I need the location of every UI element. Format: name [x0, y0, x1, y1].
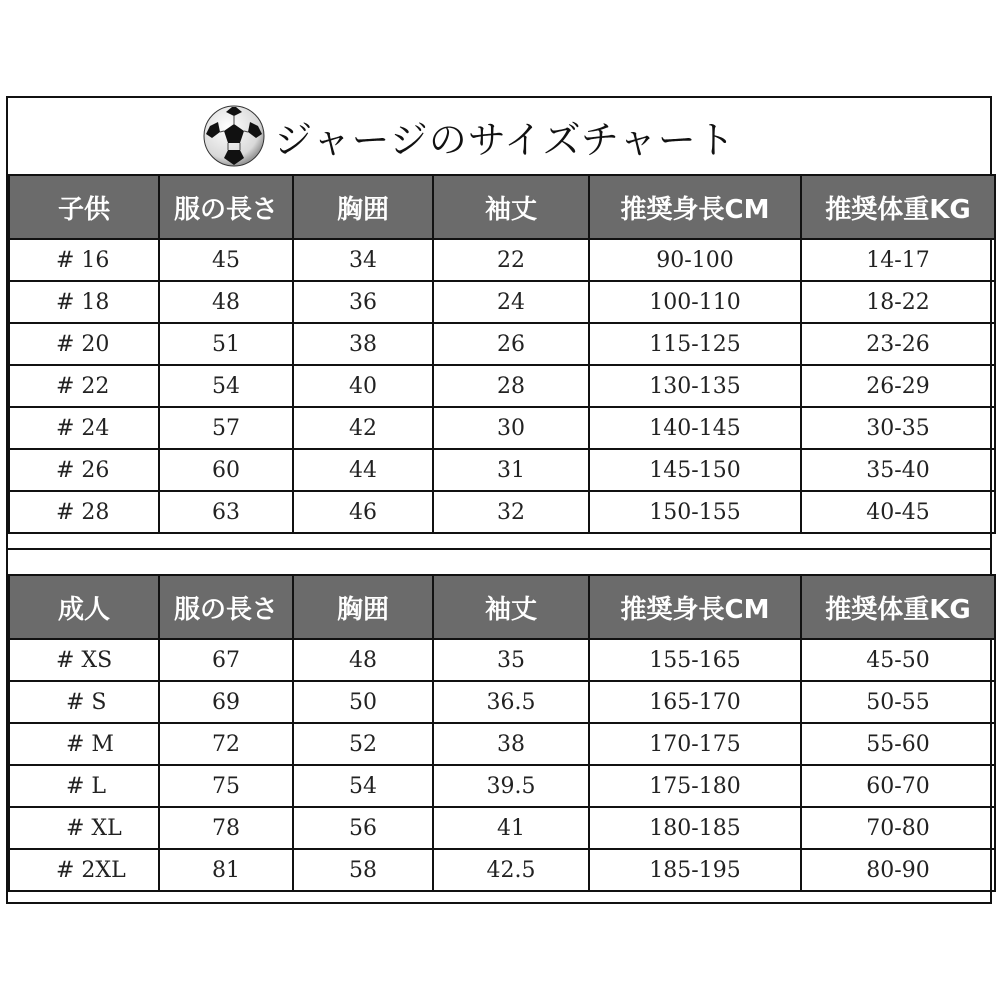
- table-cell: 63: [159, 491, 293, 533]
- size-chart: [6, 96, 992, 904]
- table-cell: 165-170: [589, 681, 801, 723]
- table-row: [9, 639, 995, 681]
- table-row: [9, 407, 995, 449]
- table-cell: 24: [433, 281, 589, 323]
- table-row: [9, 681, 995, 723]
- size-cell: # 26: [9, 449, 159, 491]
- table-cell: 52: [293, 723, 433, 765]
- header-cell: 推奨身長CM: [589, 175, 801, 239]
- soccer-ball-icon: [202, 104, 266, 168]
- table-cell: 185-195: [589, 849, 801, 891]
- table-cell: 38: [293, 323, 433, 365]
- size-cell: # S: [9, 681, 159, 723]
- title-row: [8, 98, 990, 174]
- table-cell: 36: [293, 281, 433, 323]
- table-cell: 42: [293, 407, 433, 449]
- table-row: [9, 281, 995, 323]
- size-cell: # XL: [9, 807, 159, 849]
- table-cell: 40-45: [801, 491, 995, 533]
- header-cell: 推奨身長CM: [589, 575, 801, 639]
- table-cell: 67: [159, 639, 293, 681]
- table-cell: 100-110: [589, 281, 801, 323]
- table-cell: 34: [293, 239, 433, 281]
- header-cell: 推奨体重KG: [801, 575, 995, 639]
- table-cell: 90-100: [589, 239, 801, 281]
- table-cell: 38: [433, 723, 589, 765]
- table-cell: 54: [159, 365, 293, 407]
- table-cell: 32: [433, 491, 589, 533]
- header-cell: 袖丈: [433, 575, 589, 639]
- table-cell: 50-55: [801, 681, 995, 723]
- header-cell: 成人: [9, 575, 159, 639]
- table-cell: 18-22: [801, 281, 995, 323]
- adult-size-table: [8, 574, 996, 892]
- table-cell: 36.5: [433, 681, 589, 723]
- table-cell: 30: [433, 407, 589, 449]
- table-cell: 45-50: [801, 639, 995, 681]
- table-row: [9, 239, 995, 281]
- table-cell: 35-40: [801, 449, 995, 491]
- size-cell: # 16: [9, 239, 159, 281]
- table-cell: 130-135: [589, 365, 801, 407]
- table-cell: 150-155: [589, 491, 801, 533]
- table-cell: 56: [293, 807, 433, 849]
- table-cell: 48: [293, 639, 433, 681]
- table-cell: 41: [433, 807, 589, 849]
- table-cell: 70-80: [801, 807, 995, 849]
- table-cell: 31: [433, 449, 589, 491]
- table-cell: 28: [433, 365, 589, 407]
- size-cell: # 28: [9, 491, 159, 533]
- table-row: [9, 723, 995, 765]
- table-cell: 170-175: [589, 723, 801, 765]
- table-cell: 140-145: [589, 407, 801, 449]
- table-cell: 30-35: [801, 407, 995, 449]
- table-cell: 55-60: [801, 723, 995, 765]
- header-cell: 服の長さ: [159, 175, 293, 239]
- section-divider: [8, 548, 990, 576]
- table-cell: 60-70: [801, 765, 995, 807]
- table-row: [9, 365, 995, 407]
- table-row: [9, 765, 995, 807]
- size-cell: # 20: [9, 323, 159, 365]
- table-cell: 51: [159, 323, 293, 365]
- table-cell: 145-150: [589, 449, 801, 491]
- table-cell: 115-125: [589, 323, 801, 365]
- table-cell: 35: [433, 639, 589, 681]
- table-cell: 23-26: [801, 323, 995, 365]
- header-cell: 袖丈: [433, 175, 589, 239]
- table-cell: 78: [159, 807, 293, 849]
- size-cell: # M: [9, 723, 159, 765]
- table-cell: 50: [293, 681, 433, 723]
- table-cell: 26-29: [801, 365, 995, 407]
- table-cell: 175-180: [589, 765, 801, 807]
- table-cell: 155-165: [589, 639, 801, 681]
- adult-header-row: [9, 575, 995, 639]
- table-cell: 72: [159, 723, 293, 765]
- table-cell: 81: [159, 849, 293, 891]
- size-cell: # 2XL: [9, 849, 159, 891]
- header-cell: 推奨体重KG: [801, 175, 995, 239]
- table-cell: 60: [159, 449, 293, 491]
- size-cell: # XS: [9, 639, 159, 681]
- table-cell: 80-90: [801, 849, 995, 891]
- table-cell: 46: [293, 491, 433, 533]
- table-cell: 14-17: [801, 239, 995, 281]
- header-cell: 服の長さ: [159, 575, 293, 639]
- table-cell: 26: [433, 323, 589, 365]
- size-cell: # L: [9, 765, 159, 807]
- header-cell: 子供: [9, 175, 159, 239]
- size-cell: # 22: [9, 365, 159, 407]
- table-cell: 180-185: [589, 807, 801, 849]
- table-row: [9, 807, 995, 849]
- table-cell: 42.5: [433, 849, 589, 891]
- table-cell: 40: [293, 365, 433, 407]
- header-cell: 胸囲: [293, 575, 433, 639]
- table-cell: 48: [159, 281, 293, 323]
- table-row: [9, 323, 995, 365]
- table-row: [9, 849, 995, 891]
- kids-header-row: [9, 175, 995, 239]
- table-cell: 57: [159, 407, 293, 449]
- table-cell: 58: [293, 849, 433, 891]
- size-cell: # 24: [9, 407, 159, 449]
- kids-size-table: [8, 174, 996, 534]
- chart-title: ジャージのサイズチャート: [274, 117, 736, 162]
- table-cell: 39.5: [433, 765, 589, 807]
- table-cell: 69: [159, 681, 293, 723]
- table-cell: 54: [293, 765, 433, 807]
- table-cell: 44: [293, 449, 433, 491]
- table-row: [9, 449, 995, 491]
- size-cell: # 18: [9, 281, 159, 323]
- header-cell: 胸囲: [293, 175, 433, 239]
- table-cell: 45: [159, 239, 293, 281]
- table-cell: 22: [433, 239, 589, 281]
- table-row: [9, 491, 995, 533]
- table-cell: 75: [159, 765, 293, 807]
